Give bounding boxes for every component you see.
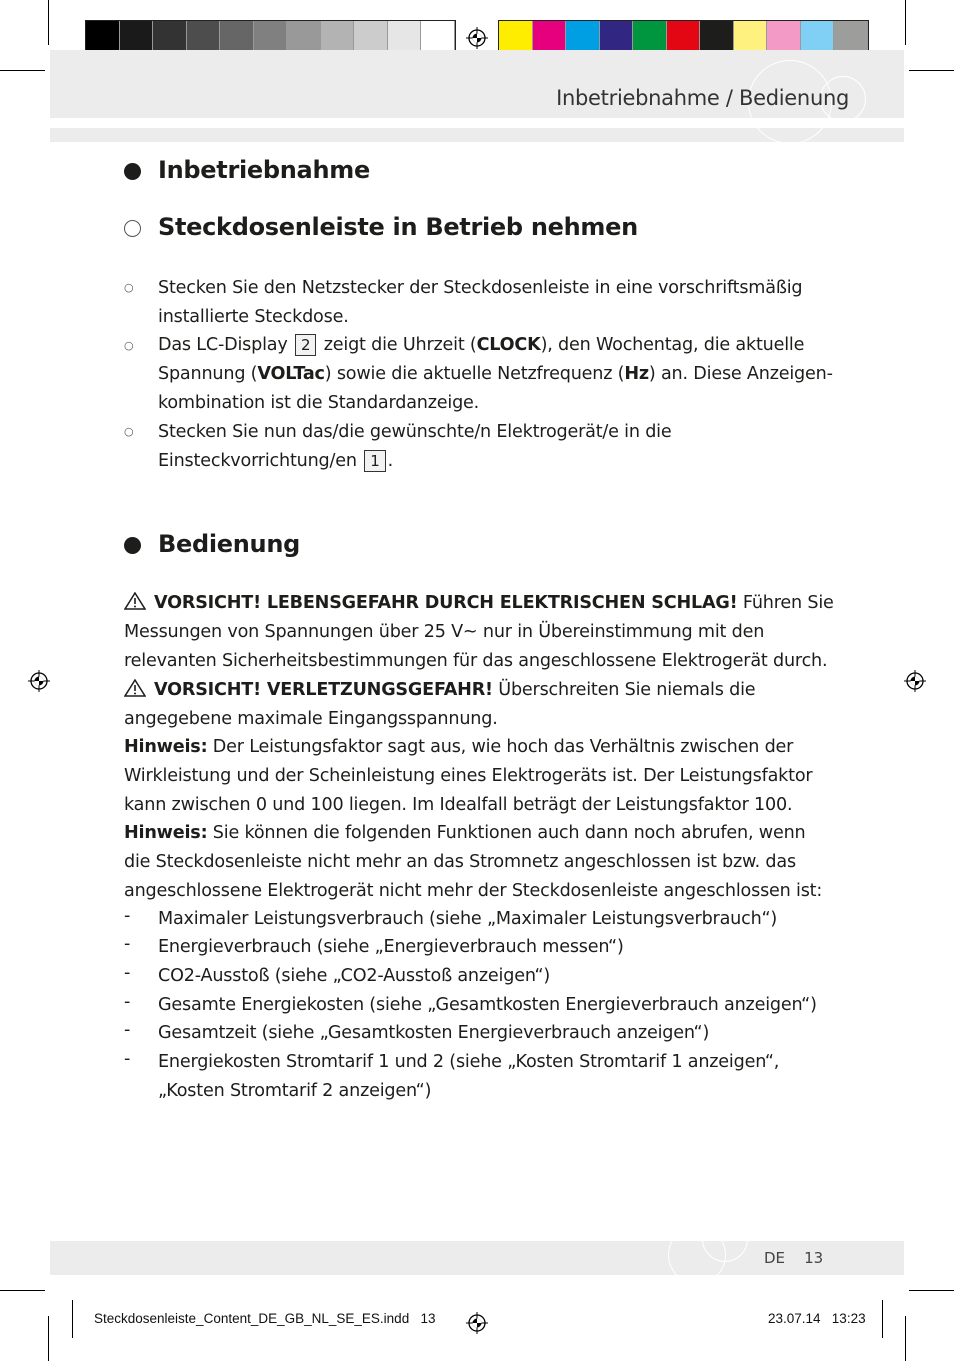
step-text-part: ), den Wochentag, die aktuelle Spannung (	[158, 335, 805, 384]
warning-title: VORSICHT! LEBENSGEFAHR DURCH ELEKTRISCHEN SCHLAG!	[154, 593, 738, 613]
warning-electric-shock	[124, 589, 836, 675]
step-text-part: Das LC-Display	[158, 335, 288, 355]
list-dash: -	[124, 992, 131, 1012]
note-text: Sie können die folgenden Funktionen auch dann noch abrufen, wenn die Steckdosenleiste nicht mehr an das Stromnetz angeschlossen ist bzw. das angeschlossene Elektrogerät nicht mehr der Steckdosenleiste angeschlossen ist:	[124, 823, 823, 901]
warning-text: Überschreiten Sie niemals die angegebene maximale Eingangsspannung.	[124, 680, 756, 729]
subsection-heading: Steckdosenleiste in Betrieb nehmen	[158, 213, 638, 241]
list-item: Gesamte Energiekosten (siehe „Gesamtkosten Energieverbrauch anzeigen“)	[158, 995, 817, 1015]
page-number-value: 13	[804, 1249, 824, 1267]
note-title: Hinweis:	[124, 823, 208, 843]
step-text-part: ) sowie die aktuelle Netzfrequenz (	[324, 363, 625, 384]
decorative-circle	[702, 1216, 748, 1262]
header-title: Inbetriebnahme / Bedienung	[556, 86, 849, 110]
warning-triangle-icon	[124, 592, 146, 610]
slug-filename: Steckdosenleiste_Content_DE_GB_NL_SE_ES.indd 13	[94, 1311, 436, 1326]
step-text-part: .	[387, 450, 393, 471]
crop-mark	[72, 1300, 73, 1338]
registration-mark-icon	[466, 27, 488, 49]
crop-mark	[48, 1316, 49, 1361]
note-functions	[124, 819, 836, 905]
step-text	[158, 418, 838, 476]
step-text	[158, 331, 838, 417]
part-number-badge: 2	[295, 334, 316, 356]
step-text-part: zeigt die Uhrzeit (	[323, 335, 477, 355]
crop-mark	[909, 70, 954, 71]
step-bullet-icon: ○	[124, 339, 134, 352]
step-text: Stecken Sie den Netzstecker der Steckdosenleiste in eine vorschriftsmäßig installierte Steckdose.	[158, 278, 803, 327]
display-label-hz: Hz	[624, 363, 649, 384]
page-number	[764, 1249, 823, 1267]
display-label-clock: CLOCK	[476, 335, 541, 355]
step-bullet-icon: ○	[124, 425, 134, 438]
crop-mark	[0, 70, 45, 71]
registration-mark-icon	[466, 1312, 488, 1334]
section-bullet-icon	[124, 163, 141, 180]
subsection-bullet-icon	[124, 220, 141, 237]
warning-triangle-icon	[124, 679, 146, 697]
crop-mark	[0, 1290, 45, 1291]
registration-mark-icon	[904, 670, 926, 692]
step-bullet-icon: ○	[124, 281, 134, 294]
section-heading-inbetriebnahme: Inbetriebnahme	[158, 156, 370, 184]
list-item: Energieverbrauch (siehe „Energieverbrauch messen“)	[158, 937, 624, 957]
list-dash: -	[124, 906, 131, 926]
registration-mark-icon	[28, 670, 50, 692]
warning-title: VORSICHT! VERLETZUNGSGEFAHR!	[154, 680, 493, 700]
crop-mark	[905, 1316, 906, 1361]
warning-text: Führen Sie Messungen von Spannungen über 25 V~ nur in Übereinstimmung mit den relevanten Sicherheitsbestimmungen für das angeschlossene Elektrogerät durch.	[124, 593, 834, 671]
step-text-part: ) an. Diese Anzeigenkombination ist die Standardanzeige.	[158, 363, 833, 413]
part-number-badge: 1	[364, 450, 385, 472]
section-heading-bedienung: Bedienung	[158, 530, 300, 558]
list-item: CO2-Ausstoß (siehe „CO2-Ausstoß anzeigen“)	[158, 966, 551, 986]
crop-mark	[909, 1290, 954, 1291]
list-item: Gesamtzeit (siehe „Gesamtkosten Energieverbrauch anzeigen“)	[158, 1023, 710, 1043]
list-item: Energiekosten Stromtarif 1 und 2 (siehe „Kosten Stromtarif 1 anzeigen“, „Kosten Stromtarif 2 anzeigen“)	[158, 1052, 780, 1101]
display-label-voltac: VOLTac	[257, 363, 325, 384]
slug-date: 23.07.14 13:23	[768, 1311, 866, 1326]
crop-mark	[882, 1300, 883, 1338]
list-dash: -	[124, 1020, 131, 1040]
page-language: DE	[764, 1249, 786, 1267]
crop-mark	[905, 0, 906, 45]
step-text-part: Stecken Sie nun das/die gewünschte/n Elektrogerät/e in die Einsteckvorrichtung/en	[158, 422, 672, 471]
section-bullet-icon	[124, 537, 141, 554]
list-dash: -	[124, 963, 131, 983]
note-text: Der Leistungsfaktor sagt aus, wie hoch das Verhältnis zwischen der Wirkleistung und der Scheinleistung eines Elektrogeräts ist. Der Leistungsfaktor kann zwischen 0 und 100 liegen. Im Idealfall beträgt der Leistungsfaktor 100.	[124, 737, 813, 815]
list-dash: -	[124, 934, 131, 954]
warning-injury	[124, 676, 836, 734]
note-title: Hinweis:	[124, 737, 208, 757]
list-item: Maximaler Leistungsverbrauch (siehe „Maximaler Leistungsverbrauch“)	[158, 909, 778, 929]
list-dash: -	[124, 1049, 131, 1069]
note-power-factor	[124, 733, 836, 819]
crop-mark	[48, 0, 49, 45]
